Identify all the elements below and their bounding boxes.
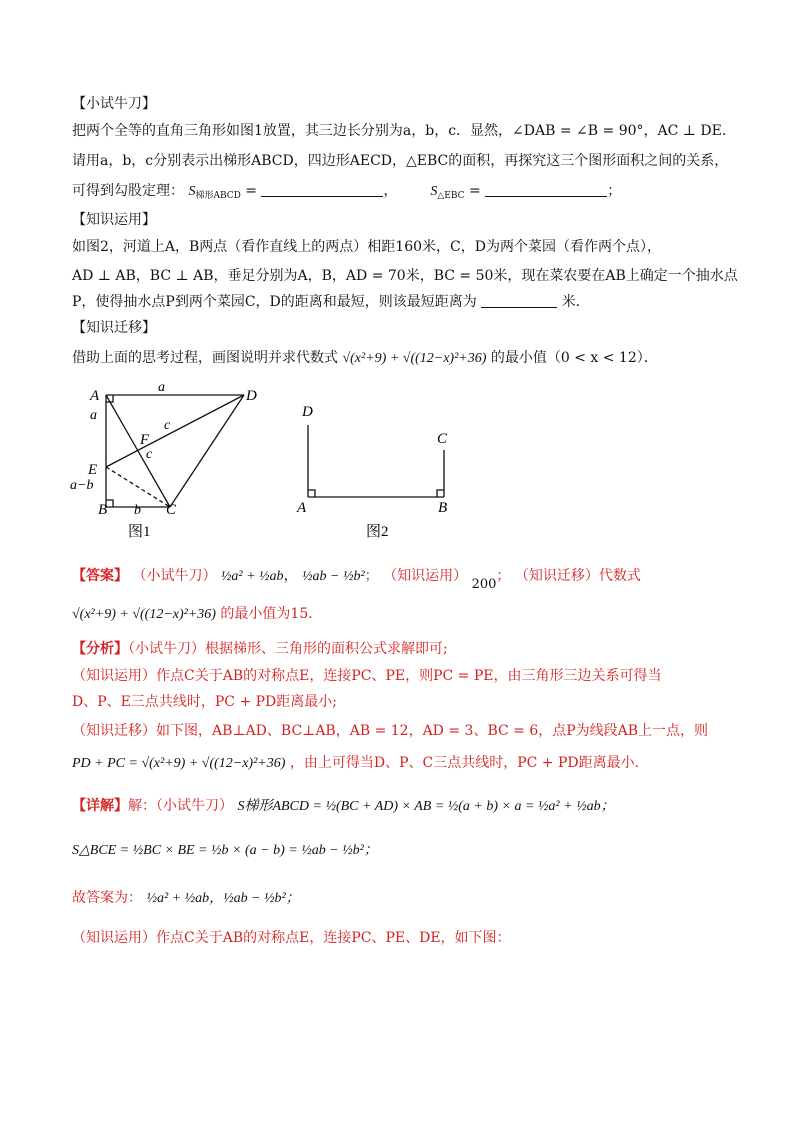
answer-apply-label: （知识运用）: [383, 568, 468, 584]
apply-line3-text: P，使得抽水点P到两个菜园C，D的距离和最短，则该最短距离为: [72, 294, 477, 310]
fig1-label-C: C: [166, 502, 177, 518]
s-trap-symbol: S: [188, 184, 196, 199]
figure-1: [106, 395, 244, 507]
s-trap-subscript: 梯形ABCD: [195, 191, 241, 201]
analysis-line3: D、P、E三点共线时，PC + PD距离最小;: [72, 694, 337, 710]
transfer-line1-suffix: 的最小值（0 < x < 12）．: [490, 350, 658, 366]
analysis-line1: [72, 639, 448, 659]
answer-blank-trap[interactable]: [261, 182, 383, 197]
fig2-label-A: A: [297, 500, 307, 516]
problem-try-line2: 请用a，b，c分别表示出梯形ABCD，四边形AECD，△EBC的面积，再探究这三个图形面积之间的关系，: [72, 153, 729, 169]
answer-transfer-expression: √(x²+9) + √((12−x)²+36): [72, 607, 216, 622]
fig1-caption: 图1: [128, 524, 151, 540]
problem-try-line3: 可得到勾股定理： $S_{梯形ABCD}$ = ， $S_{\triangle EBC}$ = ；: [72, 183, 622, 201]
answer-try-label: （小试牛刀）: [132, 568, 217, 584]
problem-apply-line2: AD ⊥ AB，BC ⊥ AB，垂足分别为A，B，AD = 70米，BC = 50米，现在菜农要在AB上确定一个抽水点: [72, 268, 738, 284]
figure-2: [308, 425, 444, 497]
fig1-label-b: b: [134, 503, 141, 518]
problem-try-line1: 把两个全等的直角三角形如图1放置，其三边长分别为a，b，c．显然，∠DAB = ∠B = 90°，AC ⊥ DE．: [72, 123, 736, 139]
problem-apply-line3: [72, 292, 590, 312]
fig1-label-D: D: [246, 388, 257, 404]
answer-transfer-result: 的最小值为15．: [220, 606, 323, 622]
section-heading-try: 【小试牛刀】: [72, 96, 156, 112]
analysis-line1-text: （小试牛刀）根据梯形、三角形的面积公式求解即可;: [128, 641, 448, 657]
fig1-label-F: F: [140, 432, 150, 448]
answer-blank-tri[interactable]: [485, 182, 607, 197]
answer-tag: 【答案】: [72, 568, 128, 584]
answer-transfer-label: （知识迁移）代数式: [514, 568, 641, 584]
fig1-label-c1: c: [164, 418, 171, 433]
answer-try-value2: ½ab − ½b²: [302, 569, 365, 584]
fig1-label-a-top: a: [158, 380, 165, 395]
detail-line1-prefix: 解：（小试牛刀）: [128, 798, 233, 814]
answer-blank-distance[interactable]: [481, 293, 557, 308]
analysis-line2: （知识运用）作点C关于AB的对称点E，连接PC、PE，则PC = PE，由三角形三边关系可得当: [72, 668, 662, 684]
fig2-label-B: B: [438, 500, 448, 516]
detail-line3-prefix: 故答案为：: [72, 890, 142, 906]
fig1-label-a-minus-b: a−b: [70, 478, 94, 493]
answer-line2: [72, 604, 322, 625]
fig1-label-A: A: [90, 388, 100, 404]
detail-line2: [72, 840, 378, 861]
detail-line2-expression: S△BCE = ½BC × BE = ½b × (a − b) = ½ab − ½b²；: [72, 843, 378, 858]
detail-line3-expression: ½a² + ½ab，½ab − ½b²；: [146, 891, 300, 906]
problem-apply-line1: 如图2，河道上A，B两点（看作直线上的两点）相距160米，C，D为两个菜园（看作两个点），: [72, 239, 661, 255]
answer-apply-value: 200: [471, 577, 497, 592]
fig1-label-E: E: [88, 462, 98, 478]
fig1-label-B: B: [98, 502, 108, 518]
analysis-line5-text: ，由上可得当D、P、C三点共线时，PC + PD距离最小.: [289, 755, 640, 771]
detail-tag: 【详解】: [72, 798, 128, 814]
fig2-label-C: C: [437, 431, 448, 447]
section-heading-transfer: 【知识迁移】: [72, 320, 156, 336]
answer-try-value1: ½a² + ½ab: [220, 569, 284, 584]
problem-transfer-line1: [72, 348, 658, 369]
fig2-caption: 图2: [366, 524, 389, 540]
analysis-tag: 【分析】: [72, 641, 128, 657]
analysis-line4: （知识迁移）如下图，AB⊥AD、BC⊥AB，AB = 12，AD = 3、BC = 6，点P为线段AB上一点，则: [72, 723, 709, 739]
figures-svg: [60, 370, 480, 540]
s-tri-subscript: △EBC: [437, 191, 465, 201]
analysis-line5-expression: PD + PC = √(x²+9) + √((12−x)²+36): [72, 756, 286, 771]
s-tri-symbol: S: [430, 184, 438, 199]
fig1-label-a-left: a: [90, 408, 97, 423]
apply-line3-unit: 米．: [561, 294, 590, 310]
transfer-line1-text: 借助上面的思考过程，画图说明并求代数式: [72, 350, 338, 366]
detail-line3: [72, 888, 300, 909]
answer-line1: 【答案】 （小试牛刀） ½a² + ½ab， ½ab − ½b²； （知识运用） 200； （知识迁移）代数式: [72, 568, 641, 592]
pythag-prefix: 可得到勾股定理：: [72, 183, 184, 199]
detail-line1: [72, 796, 615, 817]
transfer-expression: √(x²+9) + √((12−x)²+36): [342, 351, 487, 366]
section-heading-apply: 【知识运用】: [72, 212, 156, 228]
fig1-label-c2: c: [146, 447, 153, 462]
detail-line4: （知识运用）作点C关于AB的对称点E，连接PC、PE、DE，如下图：: [72, 930, 511, 946]
detail-line1-expression: S梯形ABCD = ½(BC + AD) × AB = ½(a + b) × a = ½a² + ½ab；: [237, 799, 615, 814]
analysis-line5: [72, 753, 639, 774]
fig2-label-D: D: [302, 404, 313, 420]
